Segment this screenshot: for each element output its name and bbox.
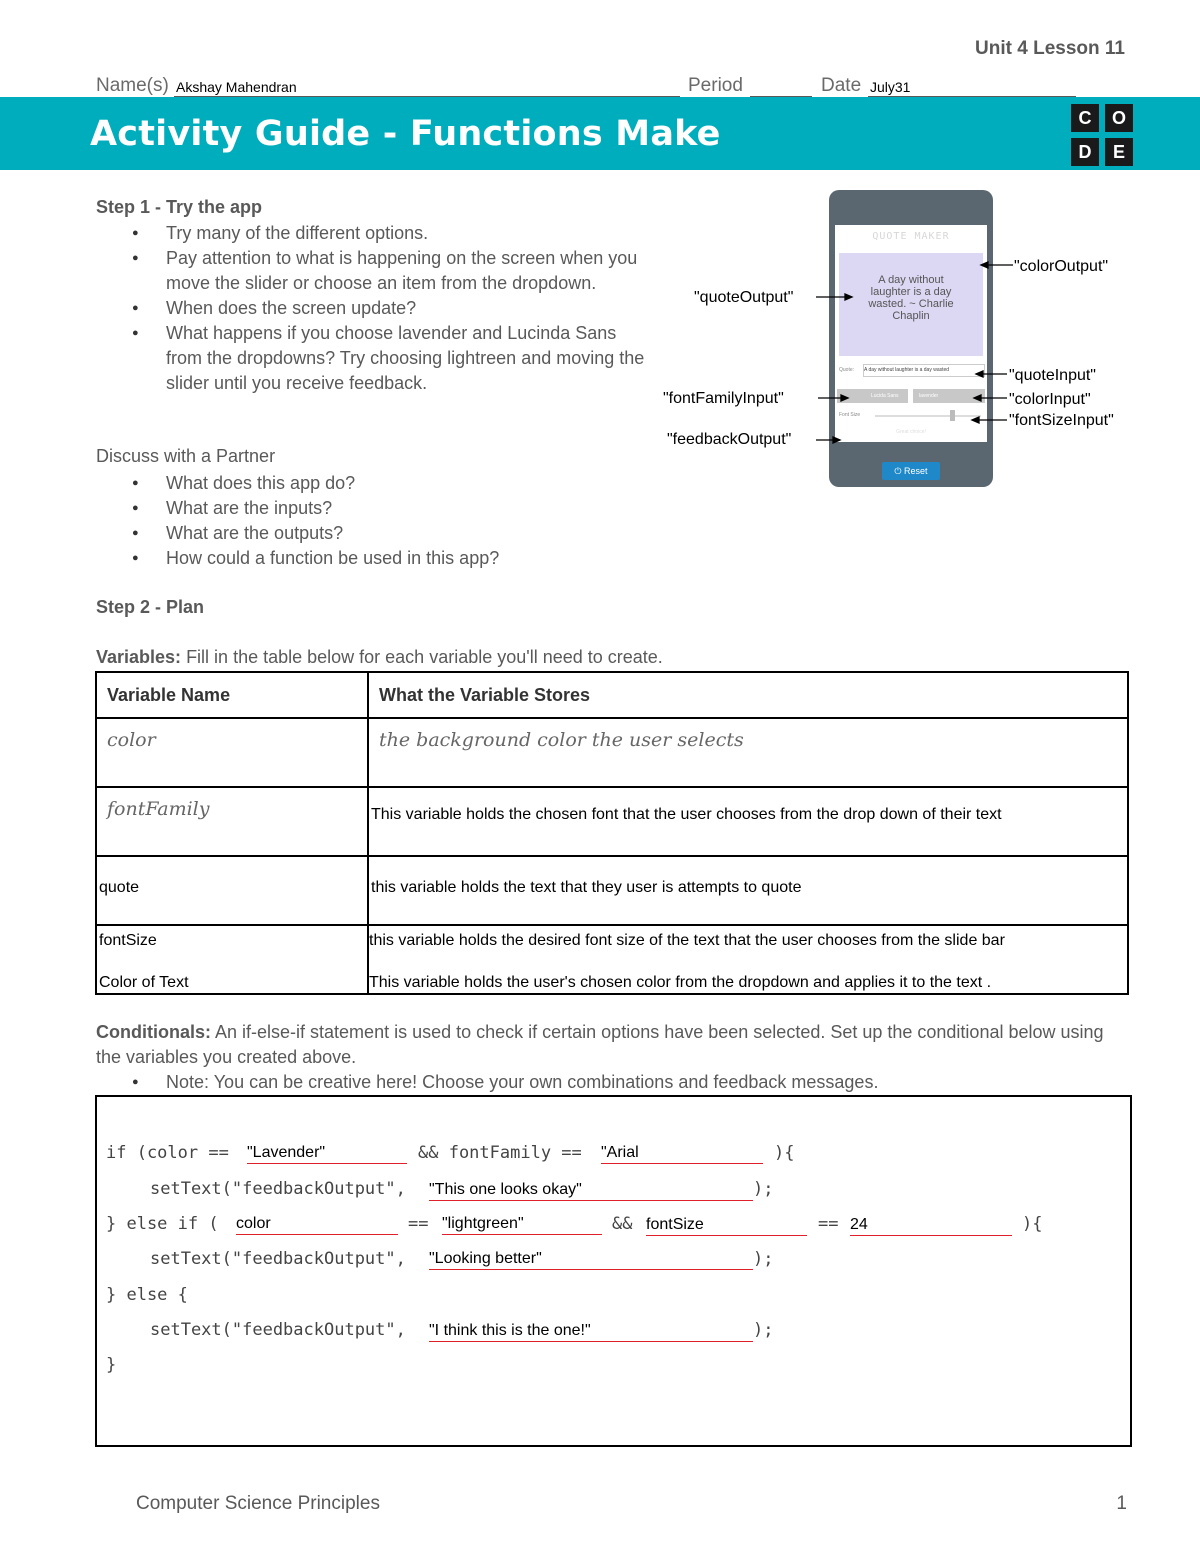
code-line-if: if (color ==: [106, 1143, 229, 1163]
quote-input[interactable]: A day without laughter is a day wasted: [863, 364, 985, 377]
logo-letter: O: [1105, 104, 1133, 132]
callout-font-size-input: "fontSizeInput": [1009, 412, 1114, 429]
discuss-heading: Discuss with a Partner: [96, 446, 276, 466]
blank-message-3[interactable]: "I think this is the one!": [429, 1320, 753, 1342]
cell-text: this variable holds the desired font size of the text that the user chooses from the slide bar: [369, 932, 1005, 949]
code-settext: setText("feedbackOutput",: [150, 1179, 406, 1199]
list-item: ● What happens if you choose lavender and Lucinda Sans from the dropdowns? Try choosing lightreen and moving the slider until you receive feedback.: [96, 321, 656, 396]
blank-variable-1[interactable]: color: [236, 1213, 398, 1235]
code-settext: setText("feedbackOutput",: [150, 1320, 406, 1340]
list-item: ● What are the inputs?: [96, 496, 656, 521]
code-eq: ==: [408, 1214, 429, 1234]
list-item: ● How could a function be used in this app?: [96, 546, 656, 571]
cell-text: Color of Text: [99, 974, 189, 991]
step1-heading: Step 1 - Try the app: [96, 197, 263, 217]
date-value: July31: [870, 79, 911, 95]
cell-text: fontSize: [99, 932, 157, 949]
callout-quote-input: "quoteInput": [1009, 367, 1096, 384]
conditionals-label: Conditionals:: [96, 1022, 211, 1042]
period-label: Period: [688, 75, 743, 96]
date-label: Date: [821, 75, 862, 96]
list-item: ● What are the outputs?: [96, 521, 656, 546]
reset-button[interactable]: [882, 462, 940, 480]
unit-lesson: Unit 4 Lesson 11: [975, 38, 1125, 59]
callout-feedback-output: "feedbackOutput": [667, 431, 792, 448]
name-label: Name(s): [96, 75, 169, 96]
table-cell[interactable]: [368, 925, 1128, 994]
cell-text: this variable holds the text that they user is attempts to quote: [371, 879, 802, 896]
blank-font-value[interactable]: "Arial: [601, 1142, 763, 1164]
cell-text: quote: [99, 879, 140, 896]
page-number: 1: [1116, 1493, 1127, 1514]
quote-label: Quote:: [839, 367, 855, 373]
callout-font-family-input: "fontFamilyInput": [663, 390, 784, 407]
table-cell[interactable]: [96, 925, 368, 994]
table-header-row: [96, 672, 1128, 718]
blank-value-2[interactable]: 24: [850, 1214, 1012, 1236]
cell-text: the background color the user selects: [379, 729, 744, 751]
font-size-label: Font Size: [839, 412, 861, 418]
table-cell[interactable]: [368, 856, 1128, 925]
list-item: ● Pay attention to what is happening on the screen when you move the slider or choose an item from the dropdown.: [96, 246, 656, 296]
code-close: );: [753, 1179, 774, 1199]
logo-letter: E: [1105, 138, 1133, 166]
discuss-list: [96, 471, 656, 571]
step1-list: [96, 221, 656, 396]
code-end-brace: }: [106, 1355, 117, 1375]
note-list: [96, 1070, 1096, 1095]
reset-label: Reset: [904, 466, 928, 476]
table-cell[interactable]: [96, 718, 368, 787]
code-and: &&: [612, 1214, 633, 1234]
code-logo: [1071, 104, 1135, 168]
code-settext: setText("feedbackOutput",: [150, 1249, 406, 1269]
blank-color-value[interactable]: "Lavender": [247, 1142, 407, 1164]
name-value: Akshay Mahendran: [176, 79, 297, 95]
code-open-brace: ){: [774, 1143, 795, 1163]
code-and-fontfamily: && fontFamily ==: [418, 1143, 582, 1163]
variables-instructions: [96, 647, 663, 668]
blank-value-1[interactable]: "lightgreen": [442, 1213, 602, 1235]
conditionals-text: An if-else-if statement is used to check if certain options have been selected. Set up the conditional below using the variables you created above.: [96, 1022, 1104, 1067]
code-eq: ==: [818, 1214, 839, 1234]
code-else-if: } else if (: [106, 1214, 219, 1234]
cell-text: fontFamily: [107, 798, 210, 820]
table-cell[interactable]: [96, 787, 368, 856]
conditionals-instructions: [96, 1020, 1106, 1070]
table-row: [96, 718, 1128, 787]
color-dropdown[interactable]: lavender: [913, 389, 985, 403]
table-row: [96, 787, 1128, 856]
font-family-dropdown[interactable]: Lucida Sans: [837, 389, 908, 403]
app-title: QUOTE MAKER: [872, 231, 950, 242]
table-cell[interactable]: [368, 718, 1128, 787]
logo-letter: D: [1071, 138, 1099, 166]
list-item: ● When does the screen update?: [96, 296, 656, 321]
callout-color-output: "colorOutput": [1014, 258, 1109, 275]
list-item: ● Note: You can be creative here! Choose your own combinations and feedback messages.: [96, 1070, 1096, 1095]
feedback-output: Great choice!: [896, 429, 926, 435]
col-header-variable-name: Variable Name: [96, 672, 368, 718]
table-row: [96, 925, 1128, 994]
code-close: );: [753, 1320, 774, 1340]
cell-text: color: [107, 729, 156, 751]
code-else: } else {: [106, 1285, 188, 1305]
table-row: [96, 856, 1128, 925]
blank-message-2[interactable]: "Looking better": [429, 1248, 753, 1270]
list-item: ● Try many of the different options.: [96, 221, 656, 246]
logo-letter: C: [1071, 104, 1099, 132]
page-title: Activity Guide - Functions Make: [90, 114, 721, 154]
quote-output-text: A day without laughter is a day wasted. ~ Charlie Chaplin: [868, 274, 954, 322]
variables-text: Fill in the table below for each variable you'll need to create.: [181, 647, 663, 667]
reset-icon: ⏻: [894, 466, 905, 476]
blank-message-1[interactable]: "This one looks okay": [429, 1179, 753, 1201]
callout-color-input: "colorInput": [1009, 391, 1091, 408]
step2-heading: Step 2 - Plan: [96, 597, 205, 617]
callout-arrows: [800, 250, 1030, 450]
variables-label: Variables:: [96, 647, 182, 667]
list-item: ● What does this app do?: [96, 471, 656, 496]
footer-course: Computer Science Principles: [136, 1493, 380, 1514]
cell-text: This variable holds the user's chosen color from the dropdown and applies it to the text .: [369, 974, 992, 991]
cell-text: This variable holds the chosen font that the user chooses from the drop down of their text: [371, 806, 1002, 823]
blank-variable-2[interactable]: fontSize: [646, 1214, 807, 1236]
callout-quote-output: "quoteOutput": [694, 289, 794, 306]
table-cell[interactable]: [368, 787, 1128, 856]
code-open-brace: ){: [1022, 1214, 1043, 1234]
table-cell[interactable]: [96, 856, 368, 925]
variables-table: [95, 671, 1129, 995]
col-header-variable-stores: What the Variable Stores: [368, 672, 1128, 718]
code-close: );: [753, 1249, 774, 1269]
